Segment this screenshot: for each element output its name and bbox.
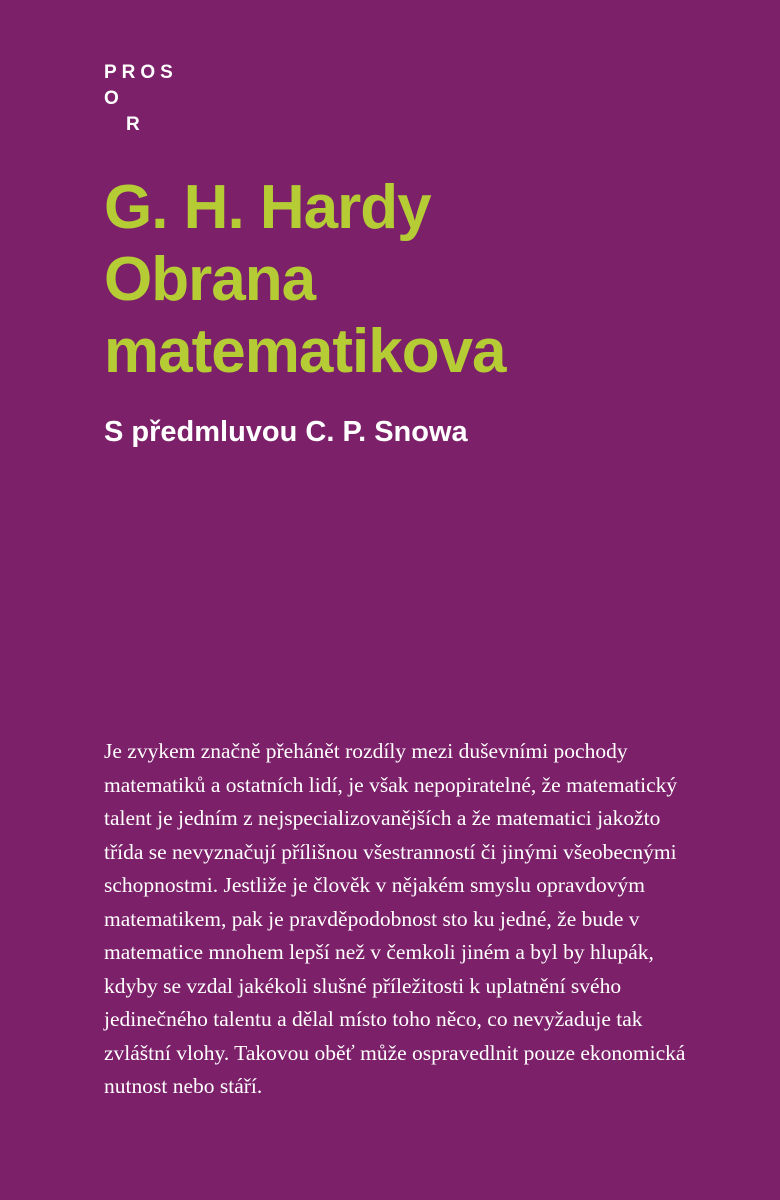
book-title-line-2: matematikova	[104, 317, 506, 386]
publisher-logo-line-1: PROS	[104, 62, 178, 83]
publisher-logo-line-3: R	[126, 114, 145, 135]
book-subtitle: S předmluvou C. P. Snowa	[104, 416, 468, 448]
cover-blurb-text: Je zvykem značně přehánět rozdíly mezi duševními pochody matematiků a ostatních lidí, je však nepopiratelné, že matematický talent je jedním z nejspecializovanějších a že matematici jakožto třída se nevyznačují přílišnou všestranností či jinými všeobecnými schopnostmi. Jestliže je člověk v nějakém smyslu opravdovým matematikem, pak je pravděpodobnost sto ku jedné, že bude v matematice mnohem lepší než v čemkoli jiném a byl by hlupák, kdyby se vzdal jakékoli slušné příležitosti k uplatnění svého jedinečného talentu a dělal místo toho něco, co nevyžaduje tak zvláštní vlohy. Takovou oběť může ospravedlnit pouze ekonomická nutnost nebo stáří.	[104, 739, 686, 1098]
book-title-line-1: Obrana	[104, 245, 316, 314]
author-name: G. H. Hardy	[104, 173, 431, 242]
title-block	[104, 172, 724, 450]
cover-blurb	[104, 735, 694, 1104]
publisher-logo-line-2: O	[104, 88, 124, 109]
publisher-logo	[104, 60, 224, 138]
